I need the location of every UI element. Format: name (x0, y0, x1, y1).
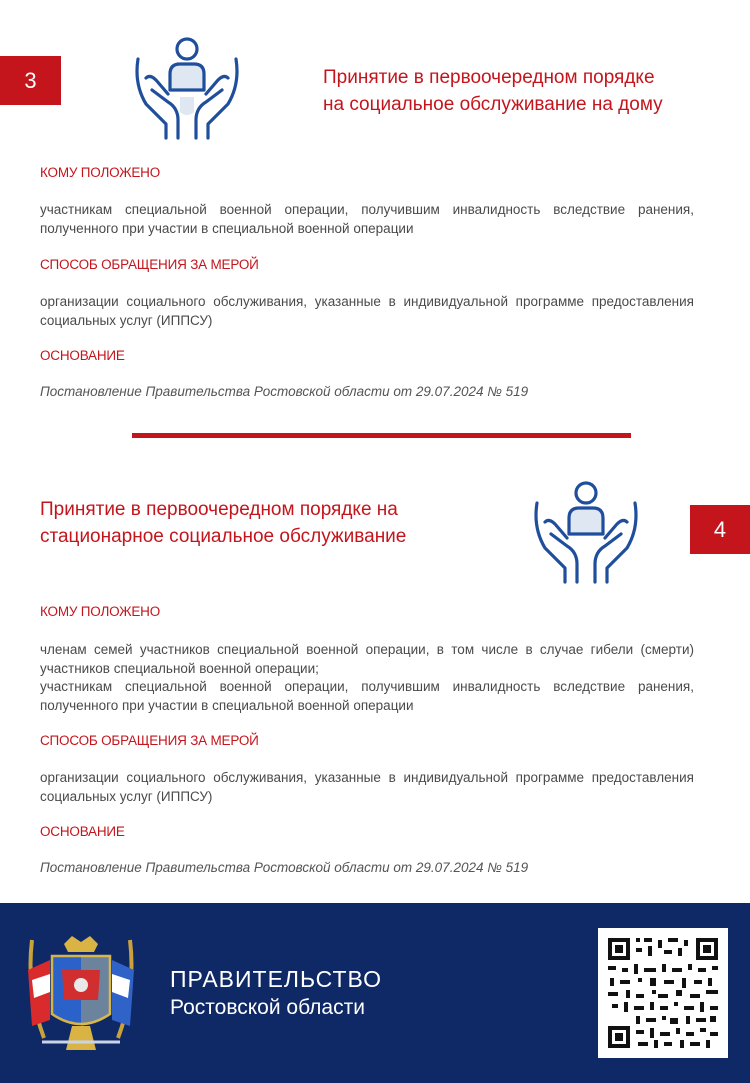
basis-text: Постановление Правительства Ростовской области от 29.07.2024 № 519 (40, 860, 529, 875)
how-text: организации социального обслуживания, указанные в индивидуальной программе предоставления социальных услуг (ИППСУ) (40, 294, 694, 328)
who-label: КОМУ ПОЛОЖЕНО (40, 604, 161, 619)
who-label: КОМУ ПОЛОЖЕНО (40, 165, 161, 180)
section-number-badge: 3 (0, 56, 61, 105)
coat-of-arms-icon (22, 930, 140, 1056)
section-number-badge: 4 (690, 505, 750, 554)
hands-holding-person-icon (527, 478, 645, 584)
section-title: Принятие в первоочередном порядке на стационарное социальное обслуживание (40, 499, 407, 547)
section-title: Принятие в первоочередном порядке на социальное обслуживание на дому (323, 67, 663, 115)
who-text: участникам специальной военной операции, получившим инвалидность вследствие ранения, полученного при участии в специальной военной операции (40, 202, 694, 236)
qr-code-icon[interactable] (598, 928, 728, 1058)
how-label: СПОСОБ ОБРАЩЕНИЯ ЗА МЕРОЙ (40, 257, 259, 272)
basis-text: Постановление Правительства Ростовской области от 29.07.2024 № 519 (40, 384, 529, 399)
region-name: Ростовской области (170, 996, 365, 1019)
basis-label: ОСНОВАНИЕ (40, 824, 125, 839)
how-text: организации социального обслуживания, указанные в индивидуальной программе предоставления социальных услуг (ИППСУ) (40, 770, 694, 804)
hands-holding-person-icon (128, 34, 246, 140)
section-divider (132, 433, 631, 438)
government-title: ПРАВИТЕЛЬСТВО (170, 966, 382, 992)
who-text: членам семей участников специальной военной операции, в том числе в случае гибели (смерти) участников специальной военной операции; участникам специальной военной операции, получившим инвалидность вследствие ранения, полученного при участии в специальной военной операции (40, 642, 694, 713)
basis-label: ОСНОВАНИЕ (40, 348, 125, 363)
how-label: СПОСОБ ОБРАЩЕНИЯ ЗА МЕРОЙ (40, 733, 259, 748)
